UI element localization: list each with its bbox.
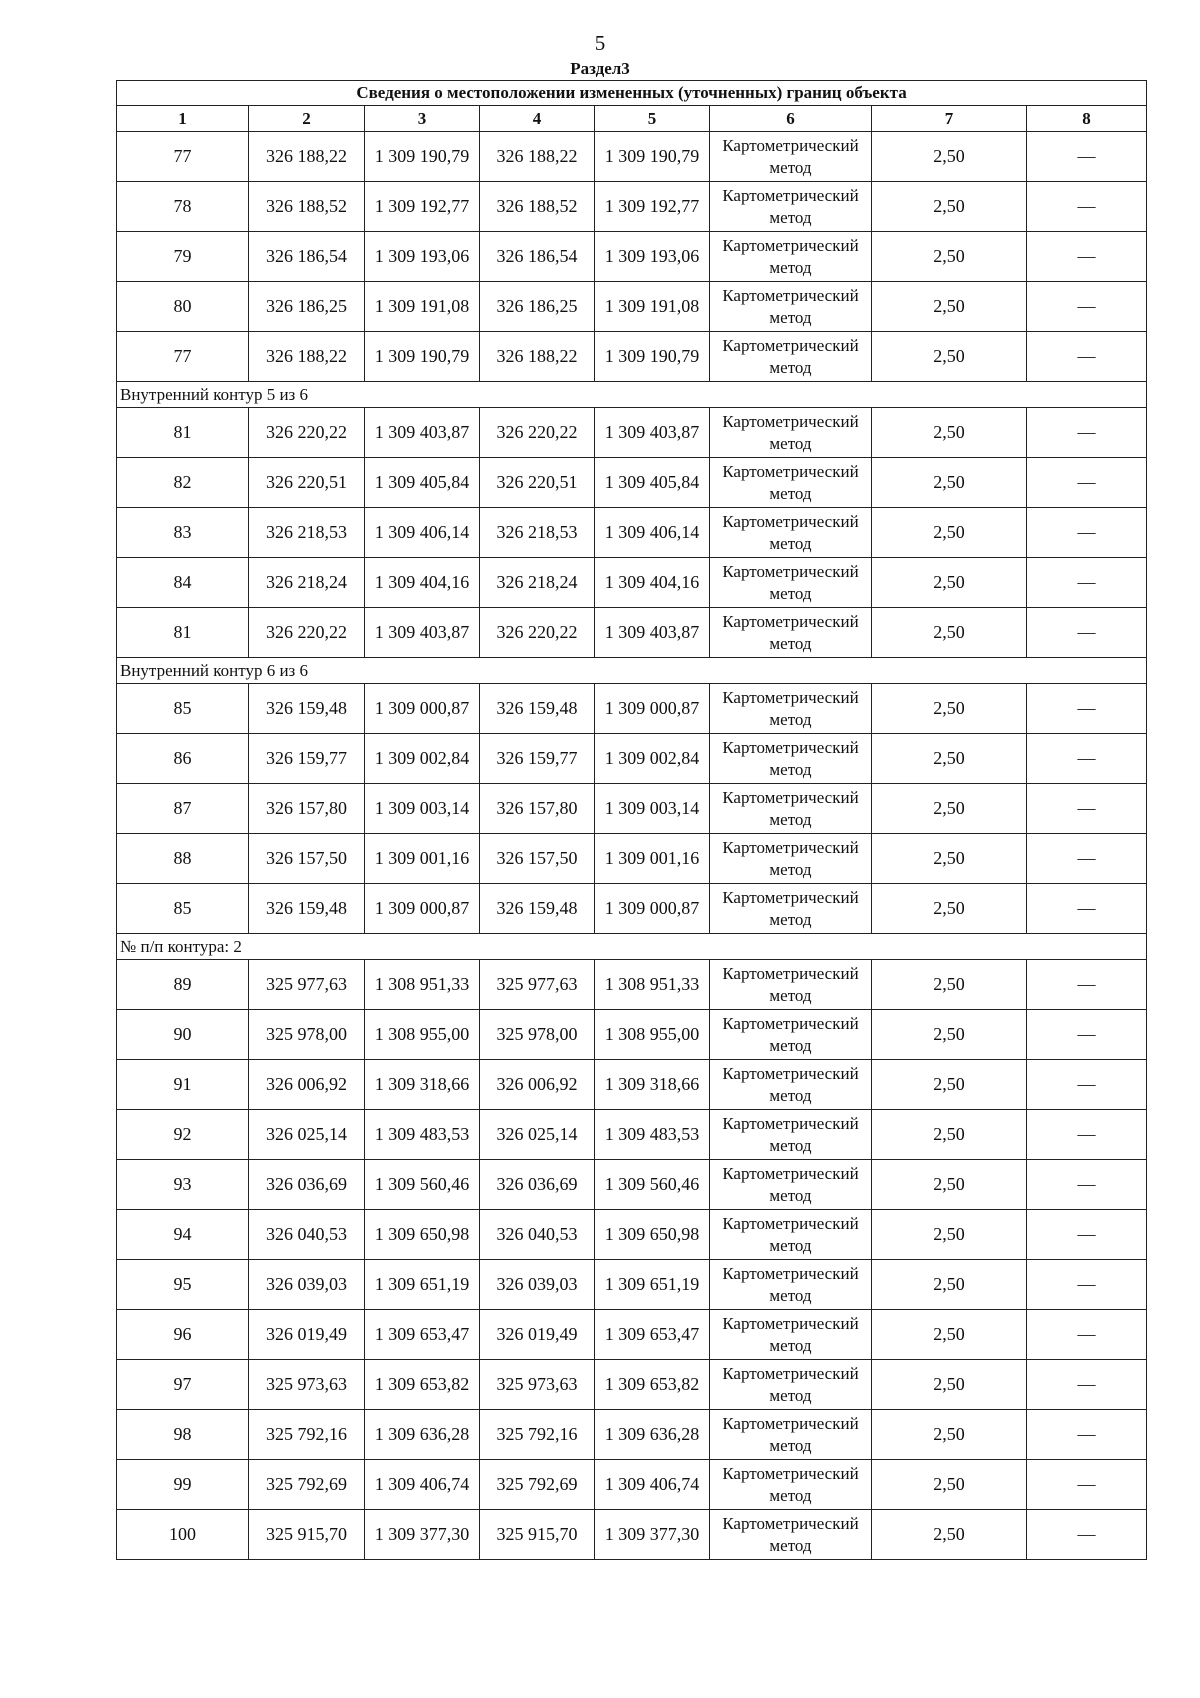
accuracy-cell: 2,50: [872, 1410, 1027, 1460]
note-cell: —: [1027, 1360, 1147, 1410]
y-existing-cell: 1 309 192,77: [365, 182, 480, 232]
y-existing-cell: 1 309 377,30: [365, 1510, 480, 1560]
x-existing-cell: 326 159,48: [249, 884, 365, 934]
accuracy-cell: 2,50: [872, 684, 1027, 734]
x-new-cell: 326 019,49: [480, 1310, 595, 1360]
method-cell: Картометрический метод: [710, 1060, 872, 1110]
method-cell: Картометрический метод: [710, 784, 872, 834]
table-row: [117, 232, 1147, 282]
note-cell: —: [1027, 1160, 1147, 1210]
note-cell: —: [1027, 834, 1147, 884]
y-existing-cell: 1 309 653,47: [365, 1310, 480, 1360]
x-new-cell: 326 188,22: [480, 332, 595, 382]
table-row: [117, 884, 1147, 934]
table-row: [117, 1210, 1147, 1260]
x-existing-cell: 326 186,54: [249, 232, 365, 282]
x-existing-cell: 326 220,22: [249, 608, 365, 658]
column-number: 3: [365, 106, 480, 132]
y-new-cell: 1 309 405,84: [595, 458, 710, 508]
y-new-cell: 1 309 653,82: [595, 1360, 710, 1410]
point-number-cell: 93: [117, 1160, 249, 1210]
x-new-cell: 326 006,92: [480, 1060, 595, 1110]
y-new-cell: 1 309 636,28: [595, 1410, 710, 1460]
table-row: [117, 408, 1147, 458]
x-existing-cell: 326 036,69: [249, 1160, 365, 1210]
method-cell: Картометрический метод: [710, 182, 872, 232]
contour-label: Внутренний контур 6 из 6: [117, 658, 1147, 684]
x-new-cell: 326 036,69: [480, 1160, 595, 1210]
note-cell: —: [1027, 1460, 1147, 1510]
x-new-cell: 326 218,24: [480, 558, 595, 608]
table-row: [117, 1510, 1147, 1560]
point-number-cell: 96: [117, 1310, 249, 1360]
point-number-cell: 79: [117, 232, 249, 282]
note-cell: —: [1027, 332, 1147, 382]
x-new-cell: 326 159,77: [480, 734, 595, 784]
y-new-cell: 1 309 190,79: [595, 332, 710, 382]
y-new-cell: 1 309 000,87: [595, 684, 710, 734]
method-cell: Картометрический метод: [710, 684, 872, 734]
x-existing-cell: 326 157,50: [249, 834, 365, 884]
method-cell: Картометрический метод: [710, 1310, 872, 1360]
x-existing-cell: 326 040,53: [249, 1210, 365, 1260]
accuracy-cell: 2,50: [872, 834, 1027, 884]
y-existing-cell: 1 309 000,87: [365, 684, 480, 734]
y-existing-cell: 1 309 404,16: [365, 558, 480, 608]
note-cell: —: [1027, 608, 1147, 658]
y-existing-cell: 1 309 002,84: [365, 734, 480, 784]
y-existing-cell: 1 309 483,53: [365, 1110, 480, 1160]
x-existing-cell: 326 188,22: [249, 132, 365, 182]
method-cell: Картометрический метод: [710, 1210, 872, 1260]
accuracy-cell: 2,50: [872, 1160, 1027, 1210]
note-cell: —: [1027, 684, 1147, 734]
accuracy-cell: 2,50: [872, 1260, 1027, 1310]
x-existing-cell: 326 039,03: [249, 1260, 365, 1310]
y-existing-cell: 1 309 651,19: [365, 1260, 480, 1310]
point-number-cell: 91: [117, 1060, 249, 1110]
accuracy-cell: 2,50: [872, 558, 1027, 608]
y-new-cell: 1 309 560,46: [595, 1160, 710, 1210]
y-new-cell: 1 309 403,87: [595, 408, 710, 458]
y-existing-cell: 1 309 193,06: [365, 232, 480, 282]
point-number-cell: 99: [117, 1460, 249, 1510]
y-new-cell: 1 309 651,19: [595, 1260, 710, 1310]
y-existing-cell: 1 308 955,00: [365, 1010, 480, 1060]
x-new-cell: 326 025,14: [480, 1110, 595, 1160]
note-cell: —: [1027, 558, 1147, 608]
table-row: [117, 1060, 1147, 1110]
x-new-cell: 326 218,53: [480, 508, 595, 558]
table-row: [117, 834, 1147, 884]
contour-header-row: [117, 934, 1147, 960]
point-number-cell: 85: [117, 684, 249, 734]
x-new-cell: 326 157,50: [480, 834, 595, 884]
point-number-cell: 100: [117, 1510, 249, 1560]
x-new-cell: 325 792,16: [480, 1410, 595, 1460]
x-new-cell: 325 978,00: [480, 1010, 595, 1060]
table-row: [117, 458, 1147, 508]
x-new-cell: 326 159,48: [480, 884, 595, 934]
method-cell: Картометрический метод: [710, 508, 872, 558]
method-cell: Картометрический метод: [710, 1110, 872, 1160]
method-cell: Картометрический метод: [710, 458, 872, 508]
x-existing-cell: 326 188,52: [249, 182, 365, 232]
accuracy-cell: 2,50: [872, 182, 1027, 232]
x-existing-cell: 326 218,53: [249, 508, 365, 558]
note-cell: —: [1027, 1110, 1147, 1160]
method-cell: Картометрический метод: [710, 1360, 872, 1410]
table-caption: Сведения о местоположении измененных (уточненных) границ объекта: [117, 81, 1147, 106]
y-existing-cell: 1 309 190,79: [365, 132, 480, 182]
accuracy-cell: 2,50: [872, 408, 1027, 458]
y-new-cell: 1 309 002,84: [595, 734, 710, 784]
method-cell: Картометрический метод: [710, 1260, 872, 1310]
y-new-cell: 1 309 404,16: [595, 558, 710, 608]
method-cell: Картометрический метод: [710, 1160, 872, 1210]
x-new-cell: 326 040,53: [480, 1210, 595, 1260]
x-new-cell: 325 977,63: [480, 960, 595, 1010]
note-cell: —: [1027, 508, 1147, 558]
method-cell: Картометрический метод: [710, 558, 872, 608]
accuracy-cell: 2,50: [872, 332, 1027, 382]
note-cell: —: [1027, 282, 1147, 332]
y-existing-cell: 1 309 405,84: [365, 458, 480, 508]
contour-label: № п/п контура: 2: [117, 934, 1147, 960]
y-existing-cell: 1 309 318,66: [365, 1060, 480, 1110]
x-existing-cell: 326 019,49: [249, 1310, 365, 1360]
column-number-row: [117, 106, 1147, 132]
x-existing-cell: 325 915,70: [249, 1510, 365, 1560]
point-number-cell: 83: [117, 508, 249, 558]
x-existing-cell: 326 157,80: [249, 784, 365, 834]
point-number-cell: 87: [117, 784, 249, 834]
column-number: 4: [480, 106, 595, 132]
point-number-cell: 89: [117, 960, 249, 1010]
x-new-cell: 325 973,63: [480, 1360, 595, 1410]
y-existing-cell: 1 309 003,14: [365, 784, 480, 834]
accuracy-cell: 2,50: [872, 282, 1027, 332]
table-row: [117, 508, 1147, 558]
column-number: 5: [595, 106, 710, 132]
y-new-cell: 1 308 951,33: [595, 960, 710, 1010]
table-row: [117, 1110, 1147, 1160]
y-existing-cell: 1 309 001,16: [365, 834, 480, 884]
y-new-cell: 1 309 406,74: [595, 1460, 710, 1510]
accuracy-cell: 2,50: [872, 232, 1027, 282]
note-cell: —: [1027, 408, 1147, 458]
contour-header-row: [117, 382, 1147, 408]
table-row: [117, 784, 1147, 834]
table-body: [117, 132, 1147, 1560]
column-number: 1: [117, 106, 249, 132]
point-number-cell: 82: [117, 458, 249, 508]
note-cell: —: [1027, 458, 1147, 508]
x-new-cell: 326 220,51: [480, 458, 595, 508]
y-new-cell: 1 309 483,53: [595, 1110, 710, 1160]
point-number-cell: 95: [117, 1260, 249, 1310]
point-number-cell: 77: [117, 132, 249, 182]
method-cell: Картометрический метод: [710, 1410, 872, 1460]
accuracy-cell: 2,50: [872, 1510, 1027, 1560]
point-number-cell: 97: [117, 1360, 249, 1410]
method-cell: Картометрический метод: [710, 834, 872, 884]
x-existing-cell: 326 159,77: [249, 734, 365, 784]
point-number-cell: 80: [117, 282, 249, 332]
method-cell: Картометрический метод: [710, 960, 872, 1010]
method-cell: Картометрический метод: [710, 1460, 872, 1510]
point-number-cell: 88: [117, 834, 249, 884]
table-row: [117, 1360, 1147, 1410]
table-row: [117, 734, 1147, 784]
y-new-cell: 1 309 193,06: [595, 232, 710, 282]
note-cell: —: [1027, 1260, 1147, 1310]
accuracy-cell: 2,50: [872, 1110, 1027, 1160]
method-cell: Картометрический метод: [710, 884, 872, 934]
x-existing-cell: 326 220,22: [249, 408, 365, 458]
y-new-cell: 1 309 000,87: [595, 884, 710, 934]
accuracy-cell: 2,50: [872, 1310, 1027, 1360]
x-existing-cell: 326 220,51: [249, 458, 365, 508]
table-row: [117, 1260, 1147, 1310]
y-existing-cell: 1 309 406,74: [365, 1460, 480, 1510]
x-new-cell: 326 220,22: [480, 408, 595, 458]
method-cell: Картометрический метод: [710, 132, 872, 182]
x-existing-cell: 326 025,14: [249, 1110, 365, 1160]
contour-header-row: [117, 658, 1147, 684]
accuracy-cell: 2,50: [872, 132, 1027, 182]
x-existing-cell: 325 978,00: [249, 1010, 365, 1060]
accuracy-cell: 2,50: [872, 734, 1027, 784]
accuracy-cell: 2,50: [872, 1460, 1027, 1510]
point-number-cell: 81: [117, 408, 249, 458]
note-cell: —: [1027, 1010, 1147, 1060]
accuracy-cell: 2,50: [872, 1010, 1027, 1060]
note-cell: —: [1027, 734, 1147, 784]
table-row: [117, 282, 1147, 332]
column-number: 7: [872, 106, 1027, 132]
table-row: [117, 1160, 1147, 1210]
y-new-cell: 1 309 318,66: [595, 1060, 710, 1110]
section-title: Раздел3: [570, 59, 630, 78]
y-new-cell: 1 308 955,00: [595, 1010, 710, 1060]
y-new-cell: 1 309 653,47: [595, 1310, 710, 1360]
x-existing-cell: 326 218,24: [249, 558, 365, 608]
method-cell: Картометрический метод: [710, 332, 872, 382]
y-existing-cell: 1 308 951,33: [365, 960, 480, 1010]
x-existing-cell: 325 977,63: [249, 960, 365, 1010]
y-existing-cell: 1 309 636,28: [365, 1410, 480, 1460]
y-new-cell: 1 309 377,30: [595, 1510, 710, 1560]
table-caption-row: [117, 81, 1147, 106]
y-existing-cell: 1 309 191,08: [365, 282, 480, 332]
y-existing-cell: 1 309 653,82: [365, 1360, 480, 1410]
point-number-cell: 84: [117, 558, 249, 608]
point-number-cell: 92: [117, 1110, 249, 1160]
x-new-cell: 326 220,22: [480, 608, 595, 658]
table-row: [117, 1310, 1147, 1360]
x-new-cell: 326 186,54: [480, 232, 595, 282]
x-new-cell: 326 188,52: [480, 182, 595, 232]
point-number-cell: 94: [117, 1210, 249, 1260]
accuracy-cell: 2,50: [872, 508, 1027, 558]
note-cell: —: [1027, 132, 1147, 182]
y-existing-cell: 1 309 403,87: [365, 408, 480, 458]
accuracy-cell: 2,50: [872, 458, 1027, 508]
contour-label: Внутренний контур 5 из 6: [117, 382, 1147, 408]
accuracy-cell: 2,50: [872, 1360, 1027, 1410]
method-cell: Картометрический метод: [710, 232, 872, 282]
accuracy-cell: 2,50: [872, 884, 1027, 934]
note-cell: —: [1027, 232, 1147, 282]
y-new-cell: 1 309 001,16: [595, 834, 710, 884]
point-number-cell: 81: [117, 608, 249, 658]
accuracy-cell: 2,50: [872, 1210, 1027, 1260]
y-new-cell: 1 309 403,87: [595, 608, 710, 658]
table-row: [117, 1460, 1147, 1510]
x-existing-cell: 326 188,22: [249, 332, 365, 382]
note-cell: —: [1027, 1210, 1147, 1260]
point-number-cell: 86: [117, 734, 249, 784]
y-existing-cell: 1 309 560,46: [365, 1160, 480, 1210]
x-existing-cell: 325 792,69: [249, 1460, 365, 1510]
y-new-cell: 1 309 406,14: [595, 508, 710, 558]
table-row: [117, 1410, 1147, 1460]
note-cell: —: [1027, 784, 1147, 834]
x-new-cell: 326 186,25: [480, 282, 595, 332]
method-cell: Картометрический метод: [710, 408, 872, 458]
table-row: [117, 684, 1147, 734]
accuracy-cell: 2,50: [872, 960, 1027, 1010]
point-number-cell: 98: [117, 1410, 249, 1460]
method-cell: Картометрический метод: [710, 608, 872, 658]
x-existing-cell: 326 006,92: [249, 1060, 365, 1110]
x-new-cell: 325 915,70: [480, 1510, 595, 1560]
method-cell: Картометрический метод: [710, 1010, 872, 1060]
y-existing-cell: 1 309 000,87: [365, 884, 480, 934]
x-existing-cell: 326 159,48: [249, 684, 365, 734]
point-number-cell: 77: [117, 332, 249, 382]
x-new-cell: 326 188,22: [480, 132, 595, 182]
x-existing-cell: 325 792,16: [249, 1410, 365, 1460]
table-row: [117, 332, 1147, 382]
column-number: 6: [710, 106, 872, 132]
point-number-cell: 78: [117, 182, 249, 232]
table-row: [117, 132, 1147, 182]
y-new-cell: 1 309 650,98: [595, 1210, 710, 1260]
table-row: [117, 1010, 1147, 1060]
y-existing-cell: 1 309 403,87: [365, 608, 480, 658]
table-row: [117, 182, 1147, 232]
x-new-cell: 326 039,03: [480, 1260, 595, 1310]
note-cell: —: [1027, 1510, 1147, 1560]
point-number-cell: 85: [117, 884, 249, 934]
column-number: 2: [249, 106, 365, 132]
note-cell: —: [1027, 1310, 1147, 1360]
method-cell: Картометрический метод: [710, 282, 872, 332]
column-number: 8: [1027, 106, 1147, 132]
note-cell: —: [1027, 960, 1147, 1010]
page-number: 5: [594, 31, 606, 55]
y-existing-cell: 1 309 190,79: [365, 332, 480, 382]
x-existing-cell: 325 973,63: [249, 1360, 365, 1410]
x-new-cell: 326 157,80: [480, 784, 595, 834]
table-row: [117, 558, 1147, 608]
x-new-cell: 326 159,48: [480, 684, 595, 734]
y-existing-cell: 1 309 650,98: [365, 1210, 480, 1260]
note-cell: —: [1027, 182, 1147, 232]
accuracy-cell: 2,50: [872, 784, 1027, 834]
point-number-cell: 90: [117, 1010, 249, 1060]
x-new-cell: 325 792,69: [480, 1460, 595, 1510]
table-row: [117, 608, 1147, 658]
y-new-cell: 1 309 192,77: [595, 182, 710, 232]
y-new-cell: 1 309 190,79: [595, 132, 710, 182]
y-existing-cell: 1 309 406,14: [365, 508, 480, 558]
method-cell: Картометрический метод: [710, 1510, 872, 1560]
x-existing-cell: 326 186,25: [249, 282, 365, 332]
note-cell: —: [1027, 1060, 1147, 1110]
table-row: [117, 960, 1147, 1010]
note-cell: —: [1027, 884, 1147, 934]
note-cell: —: [1027, 1410, 1147, 1460]
accuracy-cell: 2,50: [872, 1060, 1027, 1110]
y-new-cell: 1 309 191,08: [595, 282, 710, 332]
y-new-cell: 1 309 003,14: [595, 784, 710, 834]
boundary-coordinates-table: [116, 80, 1147, 1560]
method-cell: Картометрический метод: [710, 734, 872, 784]
accuracy-cell: 2,50: [872, 608, 1027, 658]
